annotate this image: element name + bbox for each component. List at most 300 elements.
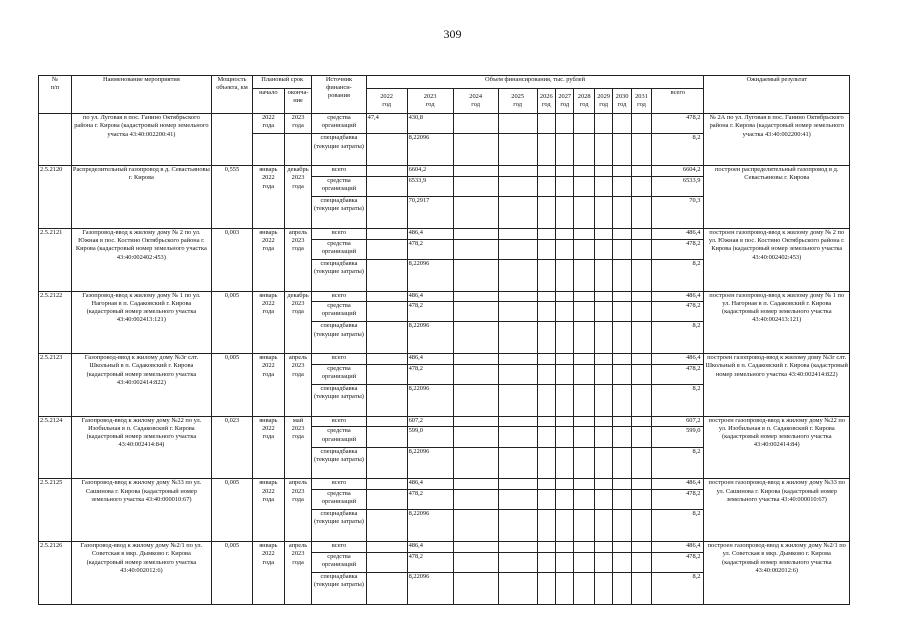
row-end: апрель 2023 года <box>284 479 312 542</box>
value-2022 <box>366 228 407 239</box>
value-empty <box>556 572 574 604</box>
header-name: Наименование мероприятия <box>71 76 211 114</box>
row-source: спецнадбавка (текущие затраты) <box>312 572 366 604</box>
value-2022 <box>366 552 407 572</box>
value-empty <box>453 416 498 427</box>
value-empty <box>498 228 537 239</box>
value-2023: 478,2 <box>407 490 453 510</box>
value-empty <box>631 302 651 322</box>
value-empty <box>537 364 555 384</box>
row-number <box>39 114 72 166</box>
page-number: 309 <box>443 27 462 41</box>
value-empty <box>594 259 612 291</box>
row-end: декабрь 2023 года <box>284 291 312 354</box>
value-empty <box>556 364 574 384</box>
value-empty <box>537 354 555 365</box>
value-empty <box>556 259 574 291</box>
value-empty <box>613 302 631 322</box>
value-empty <box>537 197 555 229</box>
header-year: 2026 год <box>537 88 555 113</box>
value-empty <box>453 197 498 229</box>
value-total: 486,4 <box>652 479 704 490</box>
value-total: 8,2 <box>652 384 704 416</box>
value-empty <box>453 291 498 302</box>
value-empty <box>498 302 537 322</box>
value-2022 <box>366 542 407 553</box>
value-empty <box>453 427 498 447</box>
value-empty <box>537 114 555 134</box>
value-2022 <box>366 479 407 490</box>
value-empty <box>453 490 498 510</box>
row-name: Газопровод-ввод к жилому дому №22 по ул. Изобильная в п. Садаковский г. Кирова (кадастровый номер земельного участка 43:40:002414:84) <box>71 416 211 479</box>
value-empty <box>631 354 651 365</box>
header-term-end: оконча- ние <box>284 88 312 113</box>
value-empty <box>594 542 612 553</box>
value-empty <box>594 291 612 302</box>
value-empty <box>537 447 555 479</box>
value-empty <box>594 239 612 259</box>
value-empty <box>453 384 498 416</box>
row-result: построен газопровод-ввод к жилому дому № 1 по ул. Нагорная в п. Садаковский г. Кирова (кадастровый номер земельного участка 43:40:002413:121) <box>704 291 850 354</box>
header-term: Плановый срок <box>252 76 311 89</box>
value-empty <box>453 176 498 196</box>
value-2023: 478,2 <box>407 239 453 259</box>
row-end: май 2023 года <box>284 416 312 479</box>
value-empty <box>631 510 651 542</box>
value-empty <box>498 447 537 479</box>
row-number: 2.5.2123 <box>39 354 72 417</box>
value-2022 <box>366 490 407 510</box>
value-2023: 486,4 <box>407 228 453 239</box>
value-empty <box>537 490 555 510</box>
value-total: 486,4 <box>652 542 704 553</box>
row-result: построен газопровод-ввод к жилому дому №2/1 по ул. Советская в мкр. Дымково г. Кирова (кадастровый номер земельного участка 43:40:002012:6) <box>704 542 850 605</box>
value-empty <box>537 427 555 447</box>
value-empty <box>537 572 555 604</box>
value-empty <box>556 322 574 354</box>
row-name: Газопровод-ввод к жилому дому №33 по ул. Сашинова г. Кирова (кадастровый номер земельного участка 43:40:000010:67) <box>71 479 211 542</box>
value-empty <box>556 447 574 479</box>
value-empty <box>631 427 651 447</box>
row-start: январь 2022 года <box>252 416 284 479</box>
value-2022: 47,4 <box>366 114 407 134</box>
value-empty <box>574 427 594 447</box>
value-empty <box>537 552 555 572</box>
value-empty <box>537 479 555 490</box>
value-empty <box>574 354 594 365</box>
value-empty <box>556 114 574 134</box>
value-empty <box>631 572 651 604</box>
row-capacity: 0,003 <box>212 228 253 291</box>
value-2022 <box>366 302 407 322</box>
value-empty <box>594 479 612 490</box>
row-source: средства организаций <box>312 239 366 259</box>
table-row <box>39 479 850 490</box>
value-empty <box>631 114 651 134</box>
value-empty <box>574 490 594 510</box>
row-source: всего <box>312 228 366 239</box>
value-total: 8,2 <box>652 322 704 354</box>
row-start: январь 2022 года <box>252 542 284 605</box>
value-2023: 478,2 <box>407 552 453 572</box>
value-total: 8,2 <box>652 510 704 542</box>
value-empty <box>574 291 594 302</box>
value-empty <box>631 239 651 259</box>
value-empty <box>498 510 537 542</box>
row-start: январь 2022 года <box>252 291 284 354</box>
row-source: всего <box>312 166 366 177</box>
row-source: средства организаций <box>312 552 366 572</box>
value-empty <box>498 364 537 384</box>
value-2023: 8,22096 <box>407 134 453 166</box>
row-name: по ул. Луговая в пос. Ганино Октябрьского района г. Кирова (кадастровый номер земельного участка 43:40:002200:41) <box>71 114 211 166</box>
value-empty <box>594 354 612 365</box>
value-empty <box>631 166 651 177</box>
value-2023: 486,4 <box>407 542 453 553</box>
value-empty <box>613 552 631 572</box>
value-2023: 8,22096 <box>407 384 453 416</box>
value-empty <box>613 572 631 604</box>
row-capacity: 0,005 <box>212 291 253 354</box>
row-source: спецнадбавка (текущие затраты) <box>312 134 366 166</box>
value-empty <box>631 364 651 384</box>
value-empty <box>498 427 537 447</box>
value-empty <box>594 197 612 229</box>
value-empty <box>537 510 555 542</box>
row-capacity: 0,005 <box>212 542 253 605</box>
value-empty <box>498 354 537 365</box>
value-empty <box>453 572 498 604</box>
value-empty <box>498 134 537 166</box>
row-source: средства организаций <box>312 364 366 384</box>
value-empty <box>556 490 574 510</box>
value-empty <box>498 490 537 510</box>
row-source: спецнадбавка (текущие затраты) <box>312 384 366 416</box>
value-empty <box>613 490 631 510</box>
value-empty <box>631 176 651 196</box>
value-empty <box>556 197 574 229</box>
row-start: январь 2022 года <box>252 354 284 417</box>
value-empty <box>556 302 574 322</box>
value-total: 599,0 <box>652 427 704 447</box>
row-result: построен распределительный газопровод в д. Севастьяновы г. Кирова <box>704 166 850 229</box>
header-result: Ожидаемый результат <box>704 76 850 114</box>
row-source: всего <box>312 416 366 427</box>
value-empty <box>556 427 574 447</box>
value-empty <box>574 572 594 604</box>
value-empty <box>574 228 594 239</box>
value-empty <box>594 114 612 134</box>
value-empty <box>574 510 594 542</box>
value-empty <box>631 322 651 354</box>
table-row <box>39 354 850 365</box>
table-row <box>39 416 850 427</box>
table-row <box>39 114 850 134</box>
value-empty <box>613 228 631 239</box>
row-start: январь 2022 года <box>252 166 284 229</box>
value-empty <box>613 416 631 427</box>
row-name: Распределительный газопровод в д. Севастьяновы г. Кирова <box>71 166 211 229</box>
value-total: 486,4 <box>652 354 704 365</box>
row-start: январь 2022 года <box>252 479 284 542</box>
value-empty <box>631 384 651 416</box>
value-empty <box>498 166 537 177</box>
row-source: средства организаций <box>312 427 366 447</box>
value-empty <box>613 510 631 542</box>
header-total: всего <box>652 88 704 113</box>
value-empty <box>498 176 537 196</box>
value-empty <box>574 259 594 291</box>
value-empty <box>574 239 594 259</box>
row-number: 2.5.2122 <box>39 291 72 354</box>
value-empty <box>537 239 555 259</box>
value-empty <box>453 447 498 479</box>
value-empty <box>613 427 631 447</box>
value-total: 478,2 <box>652 364 704 384</box>
value-empty <box>574 552 594 572</box>
value-empty <box>556 384 574 416</box>
value-empty <box>594 364 612 384</box>
value-empty <box>556 416 574 427</box>
value-empty <box>631 228 651 239</box>
value-empty <box>537 176 555 196</box>
value-2023: 70,2917 <box>407 197 453 229</box>
row-source: всего <box>312 291 366 302</box>
value-2022 <box>366 197 407 229</box>
value-empty <box>498 552 537 572</box>
value-2022 <box>366 510 407 542</box>
row-start: 2022 года <box>252 114 284 134</box>
value-2023: 486,4 <box>407 354 453 365</box>
row-source: спецнадбавка (текущие затраты) <box>312 259 366 291</box>
header-funding: Объем финансирования, тыс. рублей <box>366 76 704 89</box>
row-capacity: 0,005 <box>212 354 253 417</box>
value-empty <box>594 166 612 177</box>
value-empty <box>594 510 612 542</box>
value-2022 <box>366 384 407 416</box>
value-2022 <box>366 239 407 259</box>
row-capacity <box>212 114 253 166</box>
row-name: Газопровод-ввод к жилому дому №2/1 по ул. Советская в мкр. Дымково г. Кирова (кадастровый номер земельного участка 43:40:002012:6) <box>71 542 211 605</box>
value-2022 <box>366 354 407 365</box>
value-empty <box>453 302 498 322</box>
value-empty <box>613 542 631 553</box>
value-empty <box>498 542 537 553</box>
value-empty <box>574 134 594 166</box>
value-empty <box>594 134 612 166</box>
row-number: 2.5.2124 <box>39 416 72 479</box>
table-row <box>39 228 850 239</box>
value-2023: 486,4 <box>407 479 453 490</box>
header-year: 2023 год <box>407 88 453 113</box>
value-empty <box>537 134 555 166</box>
row-number: 2.5.2126 <box>39 542 72 605</box>
value-empty <box>556 542 574 553</box>
value-2023: 607,2 <box>407 416 453 427</box>
value-total: 478,2 <box>652 114 704 134</box>
value-empty <box>631 447 651 479</box>
value-empty <box>556 291 574 302</box>
row-source: спецнадбавка (текущие затраты) <box>312 447 366 479</box>
value-empty <box>613 166 631 177</box>
value-total: 478,2 <box>652 552 704 572</box>
value-empty <box>594 447 612 479</box>
value-2023: 8,22096 <box>407 322 453 354</box>
value-empty <box>537 302 555 322</box>
value-empty <box>453 354 498 365</box>
value-empty <box>613 259 631 291</box>
header-year: 2031 год <box>631 88 651 113</box>
value-empty <box>631 197 651 229</box>
value-empty <box>594 427 612 447</box>
header-year: 2022 год <box>366 88 407 113</box>
value-2022 <box>366 291 407 302</box>
value-empty <box>613 364 631 384</box>
value-2023: 6533,9 <box>407 176 453 196</box>
row-source: всего <box>312 354 366 365</box>
row-result: № 2А по ул. Луговая в пос. Ганино Октябрьского района г. Кирова (кадастровый номер земельного участка 43:40:002200:41) <box>704 114 850 166</box>
row-end <box>284 134 312 166</box>
header-year: 2030 год <box>613 88 631 113</box>
value-empty <box>537 322 555 354</box>
value-2022 <box>366 134 407 166</box>
value-empty <box>498 114 537 134</box>
header-term-start: начало <box>252 88 284 113</box>
value-empty <box>613 114 631 134</box>
value-empty <box>574 114 594 134</box>
value-empty <box>537 542 555 553</box>
value-empty <box>556 354 574 365</box>
value-empty <box>613 479 631 490</box>
value-empty <box>613 384 631 416</box>
value-2023: 478,2 <box>407 364 453 384</box>
value-empty <box>537 384 555 416</box>
header-year: 2025 год <box>498 88 537 113</box>
value-empty <box>498 384 537 416</box>
value-2022 <box>366 416 407 427</box>
value-empty <box>631 479 651 490</box>
value-total: 8,2 <box>652 447 704 479</box>
value-empty <box>498 259 537 291</box>
value-empty <box>498 322 537 354</box>
value-2023: 8,22096 <box>407 572 453 604</box>
row-end: апрель 2023 года <box>284 354 312 417</box>
row-source: средства организаций <box>312 302 366 322</box>
value-total: 8,2 <box>652 259 704 291</box>
row-capacity: 0,005 <box>212 479 253 542</box>
value-empty <box>594 384 612 416</box>
value-total: 70,3 <box>652 197 704 229</box>
value-2022 <box>366 259 407 291</box>
value-empty <box>631 134 651 166</box>
value-empty <box>453 542 498 553</box>
row-name: Газопровод-ввод к жилому дому №3г слт. Школьный в п. Садаковский г. Кирова (кадастровый номер земельного участка 43:40:002414:822) <box>71 354 211 417</box>
value-empty <box>631 542 651 553</box>
table-row <box>39 166 850 177</box>
value-empty <box>574 479 594 490</box>
value-empty <box>613 239 631 259</box>
value-empty <box>613 322 631 354</box>
header-year: 2029 год <box>594 88 612 113</box>
row-name: Газопровод-ввод к жилому дому № 2 по ул. Южная в пос. Костино Октябрьского района г. Кирова (кадастровый номер земельного участка 43:40:002402:453) <box>71 228 211 291</box>
value-empty <box>574 416 594 427</box>
value-empty <box>574 364 594 384</box>
row-capacity: 0,023 <box>212 416 253 479</box>
value-empty <box>537 291 555 302</box>
value-empty <box>556 176 574 196</box>
value-empty <box>574 542 594 553</box>
value-empty <box>574 322 594 354</box>
value-empty <box>556 228 574 239</box>
value-empty <box>594 490 612 510</box>
row-result: построен газопровод-ввод к жилому дому №3г слт. Школьный в п. Садаковский г. Кирова (кадастровый номер земельного участка 43:40:002414:822) <box>704 354 850 417</box>
table-row <box>39 291 850 302</box>
value-2023: 478,2 <box>407 302 453 322</box>
value-2022 <box>366 322 407 354</box>
row-source: спецнадбавка (текущие затраты) <box>312 322 366 354</box>
value-empty <box>594 228 612 239</box>
value-empty <box>537 166 555 177</box>
row-source: спецнадбавка (текущие затраты) <box>312 197 366 229</box>
value-empty <box>453 259 498 291</box>
value-2023: 486,4 <box>407 291 453 302</box>
value-empty <box>574 166 594 177</box>
value-2023: 430,8 <box>407 114 453 134</box>
value-empty <box>556 166 574 177</box>
value-empty <box>453 322 498 354</box>
value-empty <box>537 259 555 291</box>
header-num: № п/п <box>39 76 72 114</box>
value-2022 <box>366 176 407 196</box>
value-empty <box>613 291 631 302</box>
value-empty <box>574 447 594 479</box>
value-empty <box>594 176 612 196</box>
value-total: 8,2 <box>652 572 704 604</box>
value-2022 <box>366 166 407 177</box>
value-empty <box>594 416 612 427</box>
value-empty <box>453 228 498 239</box>
value-empty <box>613 134 631 166</box>
row-source: средства организаций <box>312 176 366 196</box>
row-name: Газопровод-ввод к жилому дому № 1 по ул. Нагорная в п. Садаковский г. Кирова (кадастровый номер земельного участка 43:40:002413:121) <box>71 291 211 354</box>
value-empty <box>498 479 537 490</box>
value-2023: 599,0 <box>407 427 453 447</box>
header-source: Источник финанси- рования <box>312 76 366 114</box>
row-capacity: 0,555 <box>212 166 253 229</box>
value-2022 <box>366 364 407 384</box>
value-total: 6533,9 <box>652 176 704 196</box>
financing-table <box>38 75 850 605</box>
value-empty <box>631 552 651 572</box>
value-empty <box>498 197 537 229</box>
header-year: 2028 год <box>574 88 594 113</box>
value-empty <box>574 197 594 229</box>
row-source: средства организаций <box>312 114 366 134</box>
row-end: апрель 2023 года <box>284 228 312 291</box>
value-2023: 8,22096 <box>407 259 453 291</box>
header-capacity: Мощность объекта, км <box>212 76 253 114</box>
value-empty <box>594 302 612 322</box>
value-empty <box>453 364 498 384</box>
value-2022 <box>366 572 407 604</box>
row-result: построен газопровод-ввод к жилому дому № 2 по ул. Южная в пос. Костино Октябрьского района г. Кирова (кадастровый номер земельного участка 43:40:002402:453) <box>704 228 850 291</box>
value-empty <box>556 510 574 542</box>
value-empty <box>574 384 594 416</box>
value-empty <box>498 416 537 427</box>
row-start <box>252 134 284 166</box>
value-2023: 6604,2 <box>407 166 453 177</box>
value-total: 6604,2 <box>652 166 704 177</box>
